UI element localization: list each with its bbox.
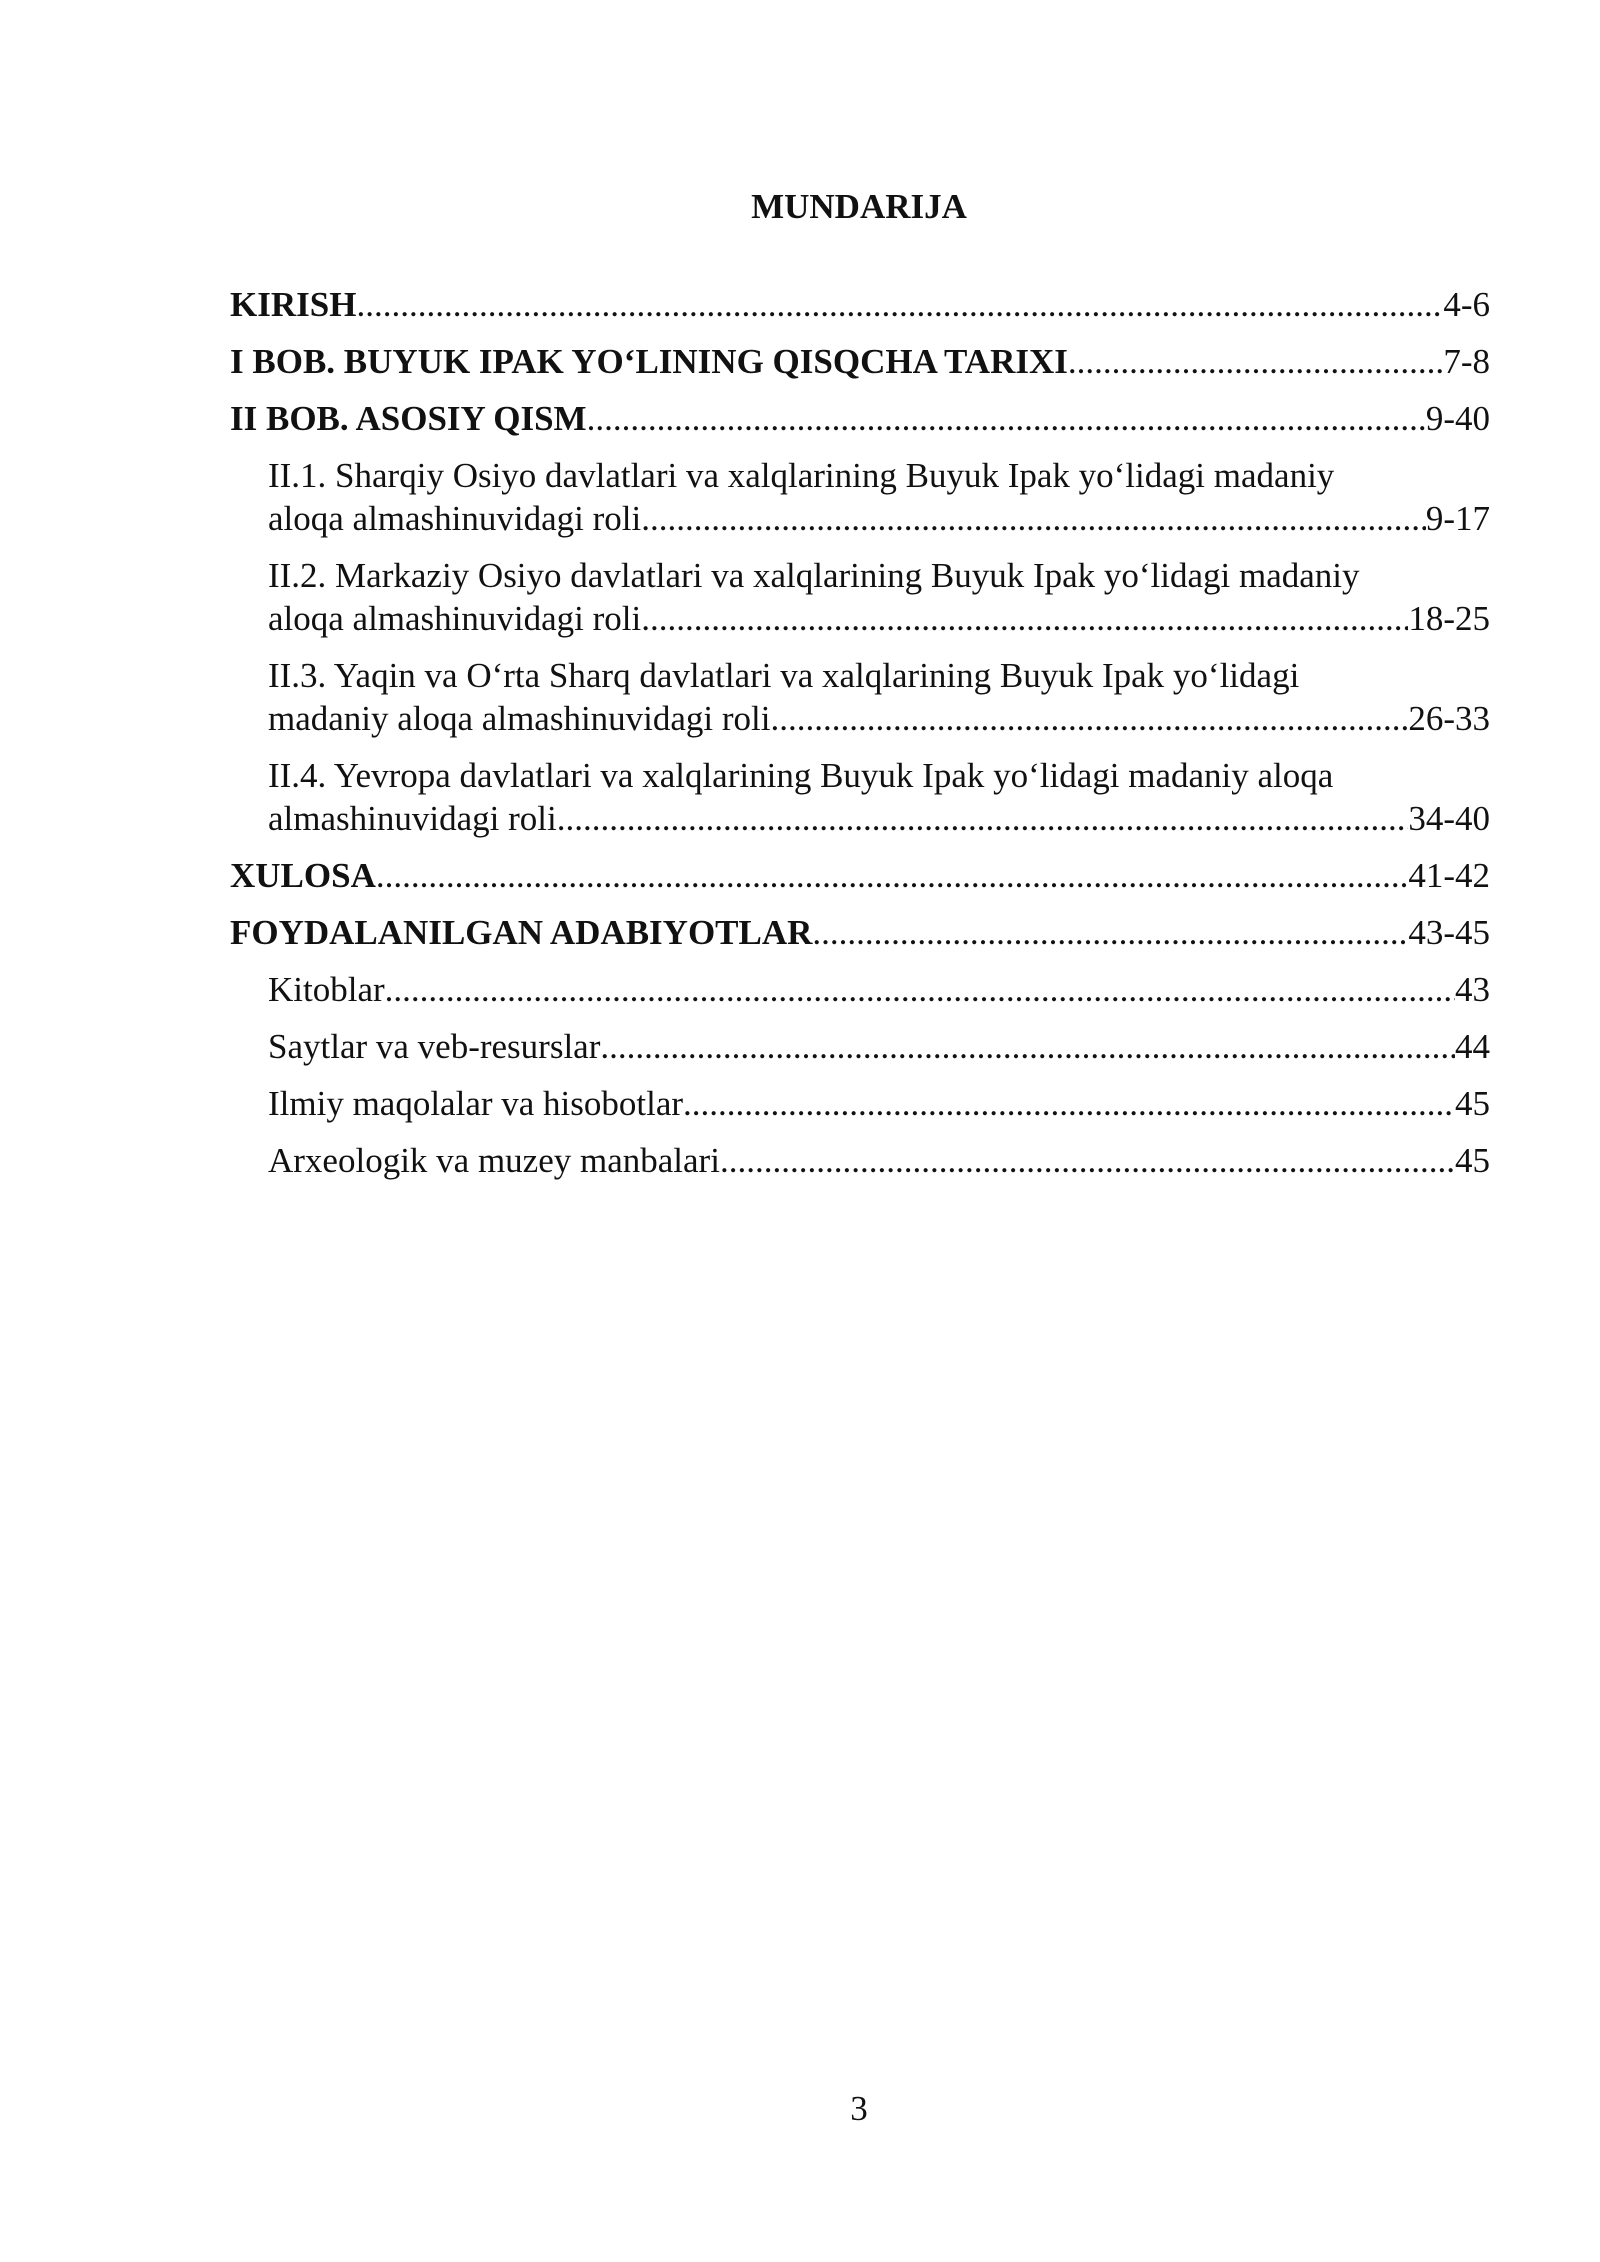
toc-entry-pages: 44 [1455, 1027, 1490, 1066]
dot-leader [587, 397, 1426, 440]
toc-entry-label: Saytlar va veb-resurslar [268, 1027, 601, 1066]
toc-entry-label: II BOB. ASOSIY QISM [230, 399, 587, 438]
dot-leader [600, 1025, 1455, 1068]
toc-entry-label-line2: aloqa almashinuvidagi roli [268, 599, 642, 638]
toc-entry-label: FOYDALANILGAN ADABIYOTLAR [230, 913, 813, 952]
toc-entry-label-line2: madaniy aloqa almashinuvidagi roli [268, 699, 771, 738]
toc-entry-label: XULOSA [230, 856, 376, 895]
toc-entry-label-line2: almashinuvidagi roli [268, 799, 557, 838]
toc-entry-pages: 18-25 [1408, 599, 1490, 638]
toc-entry-label: Arxeologik va muzey manbalari [268, 1141, 720, 1180]
toc-entry-pages: 43-45 [1408, 913, 1490, 952]
toc-entry-label-line1: II.2. Markaziy Osiyo davlatlari va xalqlarining Buyuk Ipak yo‘lidagi madaniy [268, 556, 1360, 595]
toc-entry-pages: 26-33 [1408, 699, 1490, 738]
table-of-contents [230, 283, 1490, 1196]
toc-entry-label-line1: II.3. Yaqin va O‘rta Sharq davlatlari va xalqlarining Buyuk Ipak yo‘lidagi [268, 656, 1300, 695]
dot-leader [376, 854, 1408, 897]
toc-entry-label-line1: II.1. Sharqiy Osiyo davlatlari va xalqlarining Buyuk Ipak yo‘lidagi madaniy [268, 456, 1335, 495]
toc-entry-pages: 4-6 [1443, 285, 1490, 324]
toc-entry-section-1 [230, 454, 1490, 540]
toc-entry-adabiyotlar [230, 911, 1490, 954]
toc-entry-kirish [230, 283, 1490, 326]
toc-entry-label: KIRISH [230, 285, 357, 324]
toc-entry-saytlar [230, 1025, 1490, 1068]
dot-leader [720, 1139, 1455, 1182]
toc-entry-section-4 [230, 754, 1490, 840]
toc-entry-pages: 45 [1455, 1084, 1490, 1123]
toc-entry-arxeologik [230, 1139, 1490, 1182]
dot-leader [1068, 340, 1443, 383]
toc-entry-pages: 34-40 [1408, 799, 1490, 838]
toc-entry-bob1 [230, 340, 1490, 383]
toc-entry-label: I BOB. BUYUK IPAK YO‘LINING QISQCHA TARIXI [230, 342, 1068, 381]
dot-leader [683, 1082, 1455, 1125]
toc-entry-pages: 7-8 [1443, 342, 1490, 381]
dot-leader [641, 597, 1408, 640]
dot-leader [812, 911, 1408, 954]
page-title: MUNDARIJA [751, 187, 967, 226]
dot-leader [771, 697, 1409, 740]
toc-entry-section-3 [230, 654, 1490, 740]
toc-entry-kitoblar [230, 968, 1490, 1011]
toc-entry-label: Kitoblar [268, 970, 385, 1009]
toc-entry-pages: 41-42 [1408, 856, 1490, 895]
toc-entry-label-line1: II.4. Yevropa davlatlari va xalqlarining Buyuk Ipak yo‘lidagi madaniy aloqa [268, 756, 1334, 795]
toc-entry-ilmiy-maqolalar [230, 1082, 1490, 1125]
toc-entry-bob2 [230, 397, 1490, 440]
toc-entry-section-2 [230, 554, 1490, 640]
toc-entry-label-line2: aloqa almashinuvidagi roli [268, 499, 642, 538]
toc-entry-xulosa [230, 854, 1490, 897]
dot-leader [385, 968, 1455, 1011]
dot-leader [641, 497, 1426, 540]
dot-leader [557, 797, 1409, 840]
toc-entry-pages: 45 [1455, 1141, 1490, 1180]
toc-entry-pages: 9-17 [1425, 499, 1490, 538]
page-number: 3 [850, 2089, 868, 2128]
dot-leader [356, 283, 1443, 326]
toc-entry-pages: 43 [1455, 970, 1490, 1009]
toc-entry-pages: 9-40 [1425, 399, 1490, 438]
toc-entry-label: Ilmiy maqolalar va hisobotlar [268, 1084, 684, 1123]
